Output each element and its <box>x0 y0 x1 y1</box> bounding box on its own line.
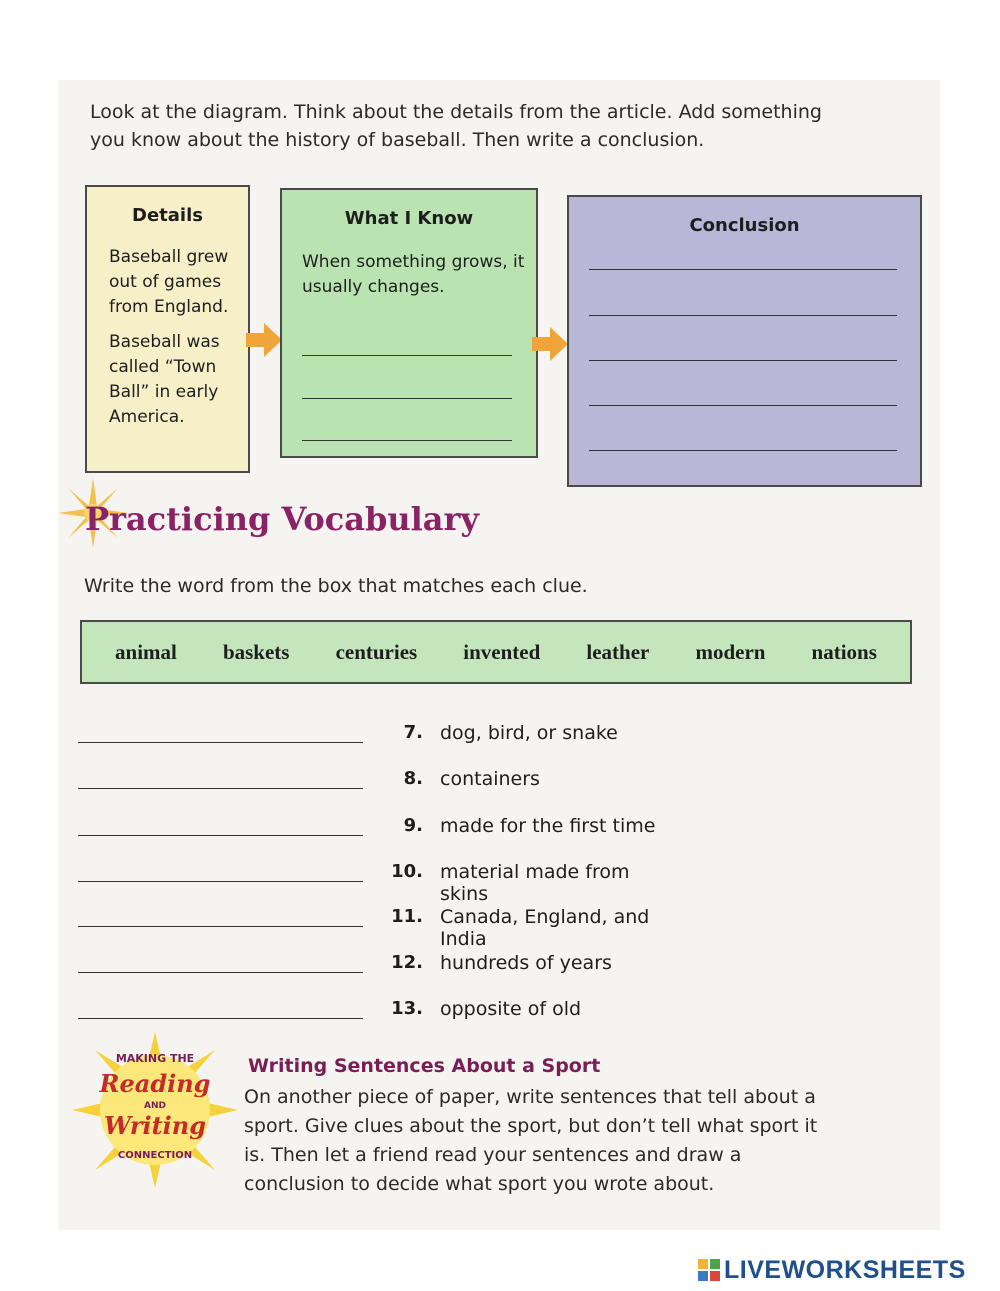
answer-line[interactable] <box>78 926 363 927</box>
word-modern: modern <box>695 639 766 664</box>
details-fact-2: Baseball was called “Town Ball” in early America. <box>109 332 220 427</box>
word-box <box>80 620 912 684</box>
know-writing-line[interactable] <box>302 355 512 356</box>
answer-line[interactable] <box>78 788 363 789</box>
conclusion-writing-line[interactable] <box>589 269 897 270</box>
clue-row <box>78 902 678 950</box>
word-nations: nations <box>811 639 877 664</box>
what-i-know-text: When something grows, it usually changes. <box>302 252 525 297</box>
what-i-know-title: What I Know <box>344 208 474 229</box>
clue-number: 7. <box>403 722 423 743</box>
vocabulary-instructions: Write the word from the box that matches each clue. <box>84 575 588 597</box>
word-leather: leather <box>586 639 650 664</box>
arrow-right-icon <box>532 327 568 361</box>
clue-row <box>78 948 678 984</box>
badge-top-text: MAKING THE <box>115 1052 195 1065</box>
clue-text: made for the first time <box>440 815 656 837</box>
clue-text: material made from skins <box>440 861 630 905</box>
liveworksheets-logo-icon <box>698 1259 720 1281</box>
reading-writing-connection-badge <box>70 1030 240 1190</box>
details-box <box>85 185 250 473</box>
conclusion-title: Conclusion <box>689 215 800 236</box>
clue-number: 12. <box>391 952 423 973</box>
practicing-vocabulary-title: Practicing Vocabulary <box>85 500 479 538</box>
clue-row <box>78 718 678 754</box>
answer-line[interactable] <box>78 742 363 743</box>
badge-writing-text: Writing <box>103 1111 207 1140</box>
clue-row <box>78 764 678 800</box>
answer-line[interactable] <box>78 881 363 882</box>
conclusion-box <box>567 195 922 487</box>
word-centuries: centuries <box>335 639 418 664</box>
clue-text: dog, bird, or snake <box>440 722 618 744</box>
badge-and-text: AND <box>144 1101 166 1111</box>
liveworksheets-logo <box>698 1257 966 1283</box>
know-writing-line[interactable] <box>302 398 512 399</box>
clue-text: hundreds of years <box>440 952 612 974</box>
know-writing-line[interactable] <box>302 440 512 441</box>
details-fact-1: Baseball grew out of games from England. <box>109 247 229 317</box>
clue-number: 9. <box>403 815 423 836</box>
clue-row <box>78 857 678 905</box>
clue-number: 8. <box>403 768 423 789</box>
arrow-right-icon <box>246 323 282 357</box>
clue-text: Canada, England, and India <box>440 906 650 950</box>
writing-sentences-body: On another piece of paper, write sentences that tell about a sport. Give clues about the sport, but don’t tell what sport it is. Then let a friend read your sentences and draw a conclusion to decide what sport you wrote about. <box>244 1086 818 1195</box>
answer-line[interactable] <box>78 972 363 973</box>
clue-text: containers <box>440 768 540 790</box>
clue-number: 13. <box>391 998 423 1019</box>
clue-number: 10. <box>391 861 423 882</box>
answer-line[interactable] <box>78 835 363 836</box>
conclusion-writing-line[interactable] <box>589 315 897 316</box>
badge-reading-text: Reading <box>99 1069 211 1098</box>
conclusion-writing-line[interactable] <box>589 450 897 451</box>
clue-row <box>78 811 678 847</box>
clue-number: 11. <box>391 906 423 927</box>
conclusion-writing-line[interactable] <box>589 405 897 406</box>
clue-row <box>78 994 678 1030</box>
clue-text: opposite of old <box>440 998 582 1020</box>
what-i-know-box <box>280 188 538 458</box>
word-animal: animal <box>115 639 177 664</box>
liveworksheets-brand-text: LIVEWORKSHEETS <box>724 1255 966 1284</box>
badge-bottom-text: CONNECTION <box>117 1150 193 1161</box>
conclusion-writing-line[interactable] <box>589 360 897 361</box>
word-baskets: baskets <box>222 639 290 664</box>
word-invented: invented <box>463 639 541 664</box>
answer-line[interactable] <box>78 1018 363 1019</box>
writing-sentences-title: Writing Sentences About a Sport <box>248 1055 601 1077</box>
details-title: Details <box>132 205 203 226</box>
diagram-instructions: Look at the diagram. Think about the details from the article. Add something you know about the history of baseball. Then write a conclusion. <box>90 101 822 151</box>
